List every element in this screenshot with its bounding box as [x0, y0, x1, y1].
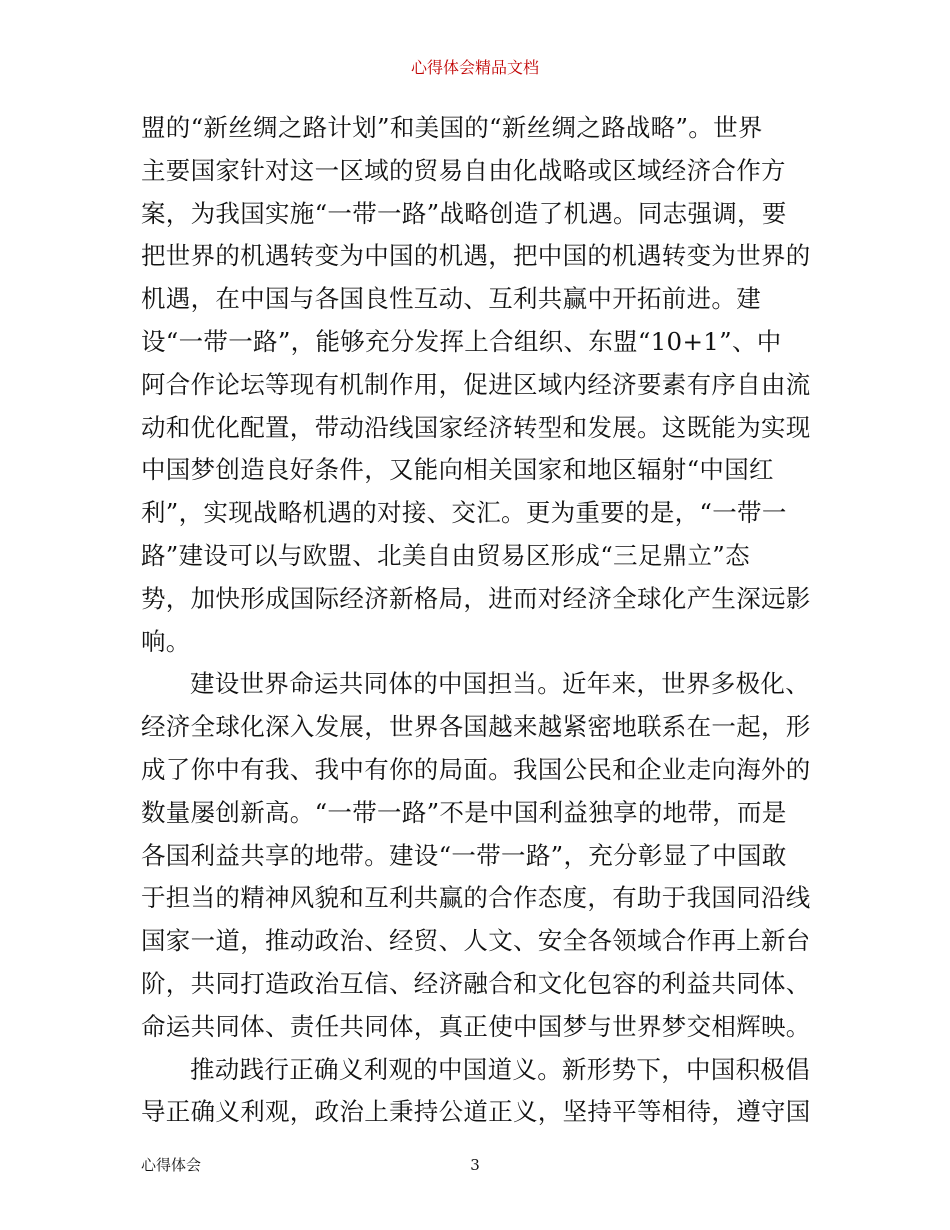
text-line: 主要国家针对这一区域的贸易自由化战略或区域经济合作方 [141, 155, 786, 185]
text-line: 阿合作论坛等现有机制作用，促进区域内经济要素有序自由流 [141, 369, 811, 399]
text-line: 动和优化配置，带动沿线国家经济转型和发展。这既能为实现 [141, 412, 811, 442]
text-line: 盟的“新丝绸之路计划”和美国的“新丝绸之路战略”。世界 [141, 113, 763, 142]
page-header-title: 心得体会精品文档 [410, 58, 539, 77]
paragraph-first-line: 建设世界命运共同体的中国担当。近年来，世界多极化、 [190, 669, 810, 699]
text-line: 利”，实现战略机遇的对接、交汇。更为重要的是，“一带一 [141, 498, 787, 528]
text-line: 案，为我国实施“一带一路”战略创造了机遇。同志强调，要 [141, 198, 787, 228]
text-line: 成了你中有我、我中有你的局面。我国公民和企业走向海外的 [141, 754, 811, 784]
text-line: 设“一带一路”，能够充分发挥上合组织、东盟“10+1”、中 [141, 326, 782, 356]
text-line: 各国利益共享的地带。建设“一带一路”，充分彰显了中国敢 [141, 840, 787, 870]
footer-label: 心得体会 [141, 1156, 202, 1174]
text-line: 经济全球化深入发展，世界各国越来越紧密地联系在一起，形 [141, 712, 811, 742]
paragraph-first-line: 推动践行正确义利观的中国道义。新形势下，中国积极倡 [190, 1054, 810, 1084]
text-line: 把世界的机遇转变为中国的机遇，把中国的机遇转变为世界的 [141, 241, 811, 271]
text-line: 导正确义利观，政治上秉持公道正义，坚持平等相待，遵守国 [141, 1097, 811, 1127]
text-line: 于担当的精神风貌和互利共赢的合作态度，有助于我国同沿线 [141, 883, 811, 913]
text-line: 中国梦创造良好条件，又能向相关国家和地区辐射“中国红 [141, 455, 774, 485]
text-line: 机遇，在中国与各国良性互动、互利共赢中开拓前进。建 [141, 284, 761, 314]
text-line: 路”建设可以与欧盟、北美自由贸易区形成“三足鼎立”态 [141, 540, 750, 570]
text-line: 响。 [141, 626, 191, 656]
text-line: 阶，共同打造政治互信、经济融合和文化包容的利益共同体、 [141, 968, 811, 998]
text-line: 命运共同体、责任共同体，真正使中国梦与世界梦交相辉映。 [141, 1011, 811, 1041]
document-body [141, 107, 813, 1134]
text-line: 国家一道，推动政治、经贸、人文、安全各领域合作再上新台 [141, 926, 811, 956]
text-line: 势，加快形成国际经济新格局，进而对经济全球化产生深远影 [141, 583, 811, 613]
page-number: 3 [470, 1156, 480, 1174]
text-line: 数量屡创新高。“一带一路”不是中国利益独享的地带，而是 [141, 797, 787, 827]
